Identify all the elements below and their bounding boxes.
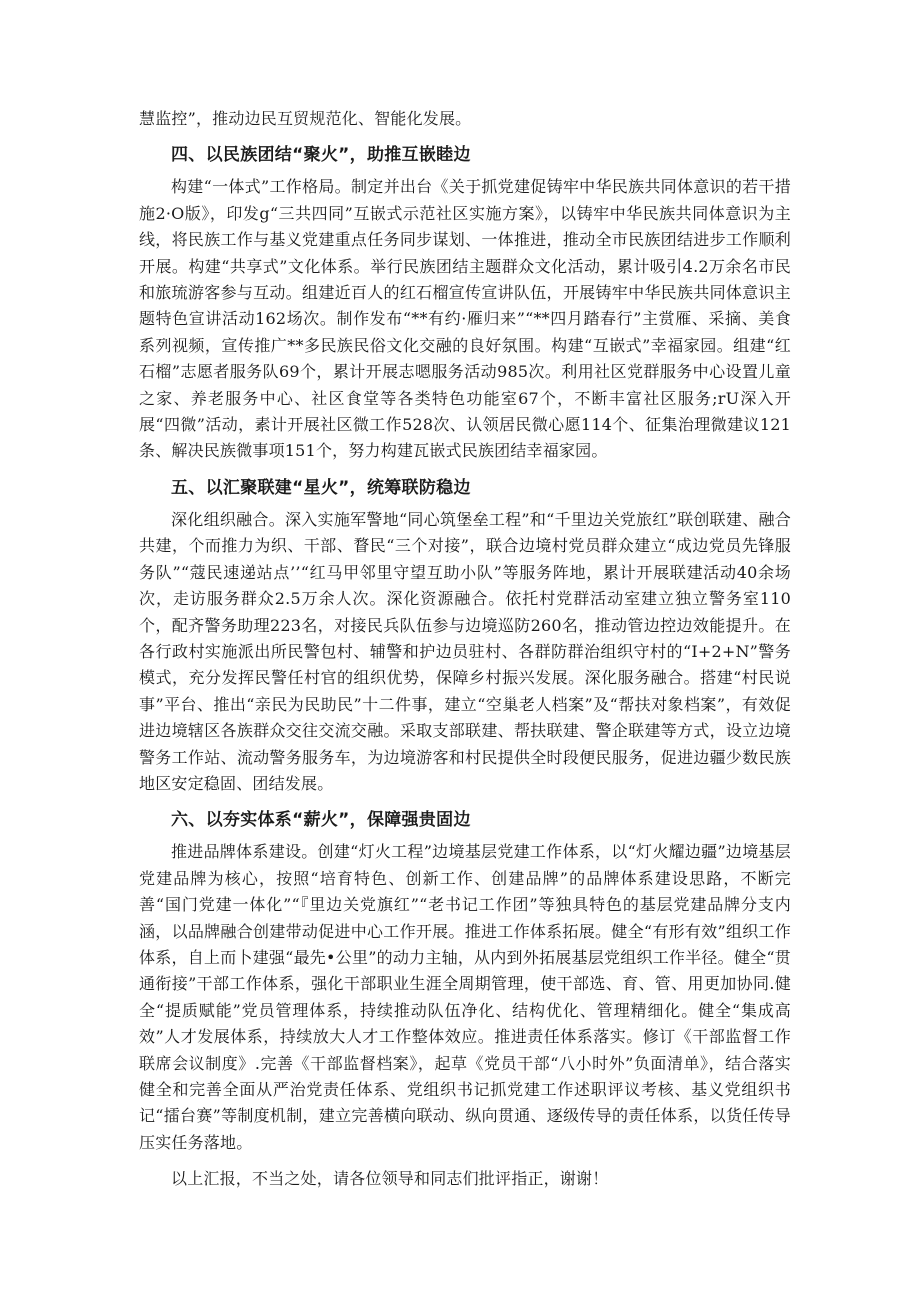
section-heading-5: 五、以汇聚联建“星火”，统筹联防稳边 — [171, 477, 471, 498]
section-heading-6: 六、以夯实体系“薪火”，保障强贵固边 — [171, 810, 471, 831]
document-body — [139, 106, 791, 1193]
section-body-4: 构建“一体式”工作格局。制定并出台《关于抓党建促铸牢中华民族共同体意识的若干措施2·O版》，印发g“三共四同”互嵌式示范社区实施方案》，以铸牢中华民族共同体意识为主线，将民族工作与基义党建重点任务同步谋划、一体推进，推动全市民族团结进步工作顺利开展。构建“共享式”文化体系。举行民族团结主题群众文化活动，累计吸引4.2万余名市民和旅琉游客参与互动。组建近百人的红石榴宣传宣讲队伍，开展铸牢中华民族共同体意识主题特色宣讲活动162场次。制作发布“**有约·雁归来”“**四月踏春行”主赏雁、采摘、美食系列视频，宣传推广**多民族民俗文化交融的良好氛围。构建“互嵌式”幸福家园。组建“红石榴”志愿者服务队69个，累计开展志嗯服务活动985次。利用社区党群服务中心设置儿童之家、养老服务中心、社区食堂等各类特色功能室67个，不断丰富社区服务;rU深入开展“四微”活动，素计开展社区微工作528次、认领居民微心愿114个、征集治理微建议121条、解决民族微事项151个，努力构建瓦嵌式民族团结幸福家园。 — [139, 177, 791, 461]
intro-fragment: 慧监控”，推动边民互贸规范化、智能化发展。 — [139, 109, 472, 128]
section-body-6: 推进品牌体系建设。创建“灯火工程”边境基层党建工作体系，以“灯火耀边疆”边境基层党建品牌为核心，按照“培育特色、创新工作、创建品牌”的品牌体系建设思路，不断完善“国门党建一体化”“『里边关党旗红”“老书记工作团”等独具特色的基层党建品牌分支内涵，以品牌融合创建带动促进中心工作开展。推进工作体系拓展。健全“有形有效”组织工作体系，自上而卜建强“最先•公里”的动力主轴，从内到外拓展基层党组织工作半径。健全“贯通衔接”干部工作体系，强化干部职业生涯全周期管理，使干部选、育、管、用更加协同.健全“提质赋能”党员管理体系，持续推动队伍净化、结构优化、管理精细化。健全“集成高效”人才发展体系，持续放大人才工作整体效应。推进责任体系落实。修订《干部监督工作联席会议制度》.完善《干部监督档案》，起草《党员干部“八小时外”负面清单》，结合落实健全和完善全面从严治党责任体系、党组织书记抓党建工作述职评议考核、基义党组织书记“擂台赛”等制度机制，建立完善横向联动、纵向贯通、逐级传导的责任体系，以货任传导压实任务落地。 — [139, 842, 791, 1152]
section-heading-4: 四、以民族团结“聚火”，助推互嵌睦边 — [171, 145, 471, 166]
section-body-5: 深化组织融合。深入实施军警地“同心筑堡垒工程”和“千里边关党旅红”联创联建、融合共建，个而推力为织、干部、瞀民“三个对接”，联合边境村党员群众建立“成边党员先锋服务队”“蔻民速递站点’’“红马甲邻里守望互助小队”等服务阵地，累计开展联建活动40余场次，走访服务群众2.5万余人次。深化资源融合。依托村党群活动室建立独立警务室110个，配齐警务助理223名，对接民兵队伍参与边境巡防260名，推动管边控边效能提升。在各行政村实施派出所民警包村、辅警和护边员驻村、各群防群治组织守村的“I+2+N”警务模式，充分发挥民警任村官的组织优势，保障乡村振兴发展。深化服务融合。搭建“村民说事”平台、推出“亲民为民助民”十二件事，建立“空巢老人档案”及“帮扶对象档案”，有效促进边境辖区各族群众交往交流交融。采取支部联建、帮扶联建、警企联建等方式，设立边境警务工作站、流动警务服务车，为边境游客和村民提供全时段便民服务，促进边疆少数民族地区安定稳固、团结发展。 — [139, 509, 791, 793]
closing-remark: 以上汇报，不当之处，请各位领导和同志们批评指正，谢谢！ — [171, 1169, 609, 1189]
